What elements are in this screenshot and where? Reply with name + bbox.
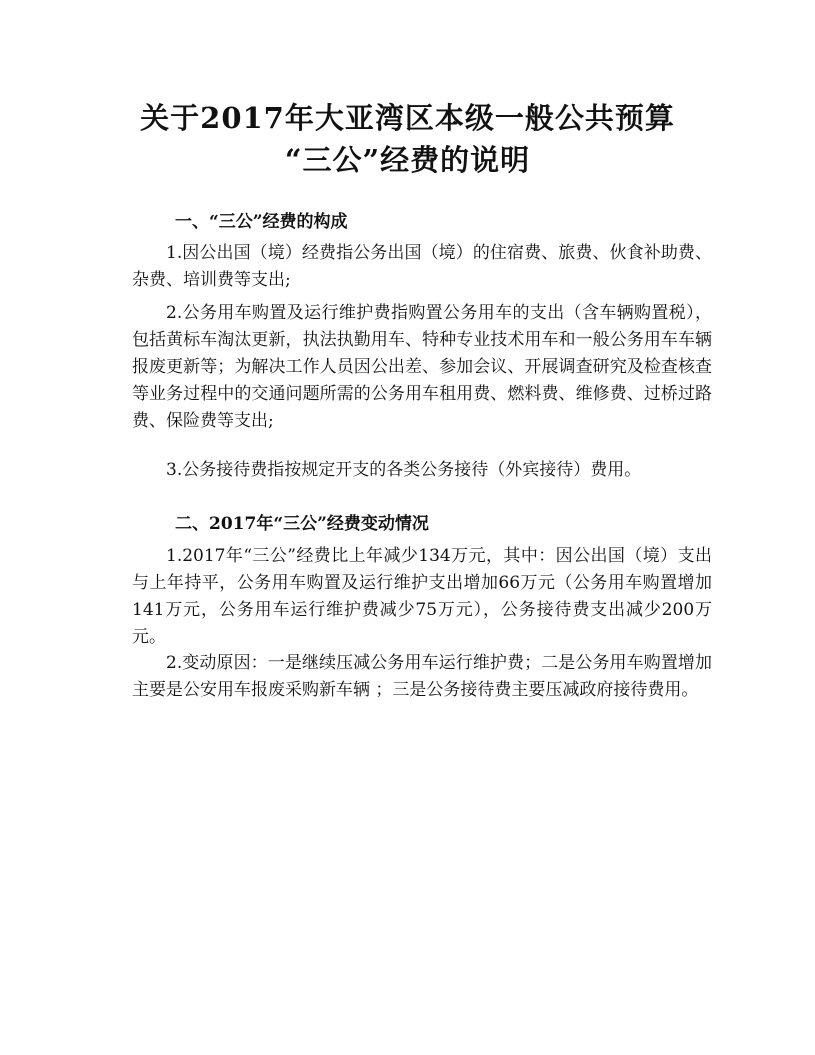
document-title-line-1: 关于2017年大亚湾区本级一般公共预算: [140, 101, 675, 135]
section-2-heading: 二、2017年“三公”经费变动情况: [175, 514, 429, 534]
section-1-item-1: 1.因公出国（境）经费指公务出国（境）的住宿费、旅费、伙食补助费、杂费、培训费等支出;: [132, 243, 712, 290]
section-2-item-1: 1.2017年“三公”经费比上年减少134万元，其中：因公出国（境）支出与上年持平，公务用车购置及运行维护支出增加66万元（公务用车购置增加141万元，公务用车运行维护费减少75万元），公务接待费支出减少200万元。: [132, 546, 712, 647]
section-1-item-2: 2.公务用车购置及运行维护费指购置公务用车的支出（含车辆购置税），包括黄标车淘汰更新，执法执勤用车、特种专业技术用车和一般公务用车车辆报废更新等；为解决工作人员因公出差、参加会议、开展调查研究及检查核查等业务过程中的交通问题所需的公务用车租用费、燃料费、维修费、过桥过路费、保险费等支出;: [132, 303, 712, 431]
section-1-item-3: 3.公务接待费指按规定开支的各类公务接待（外宾接待）费用。: [166, 460, 642, 480]
section-1-heading: 一、“三公”经费的构成: [175, 212, 348, 232]
section-2-item-2: 2.变动原因：一是继续压减公务用车运行维护费；二是公务用车购置增加主要是公安用车报废采购新车辆 ；三是公务接待费主要压减政府接待费用。: [132, 653, 712, 700]
document-title-line-2: “三公”经费的说明: [284, 143, 531, 177]
